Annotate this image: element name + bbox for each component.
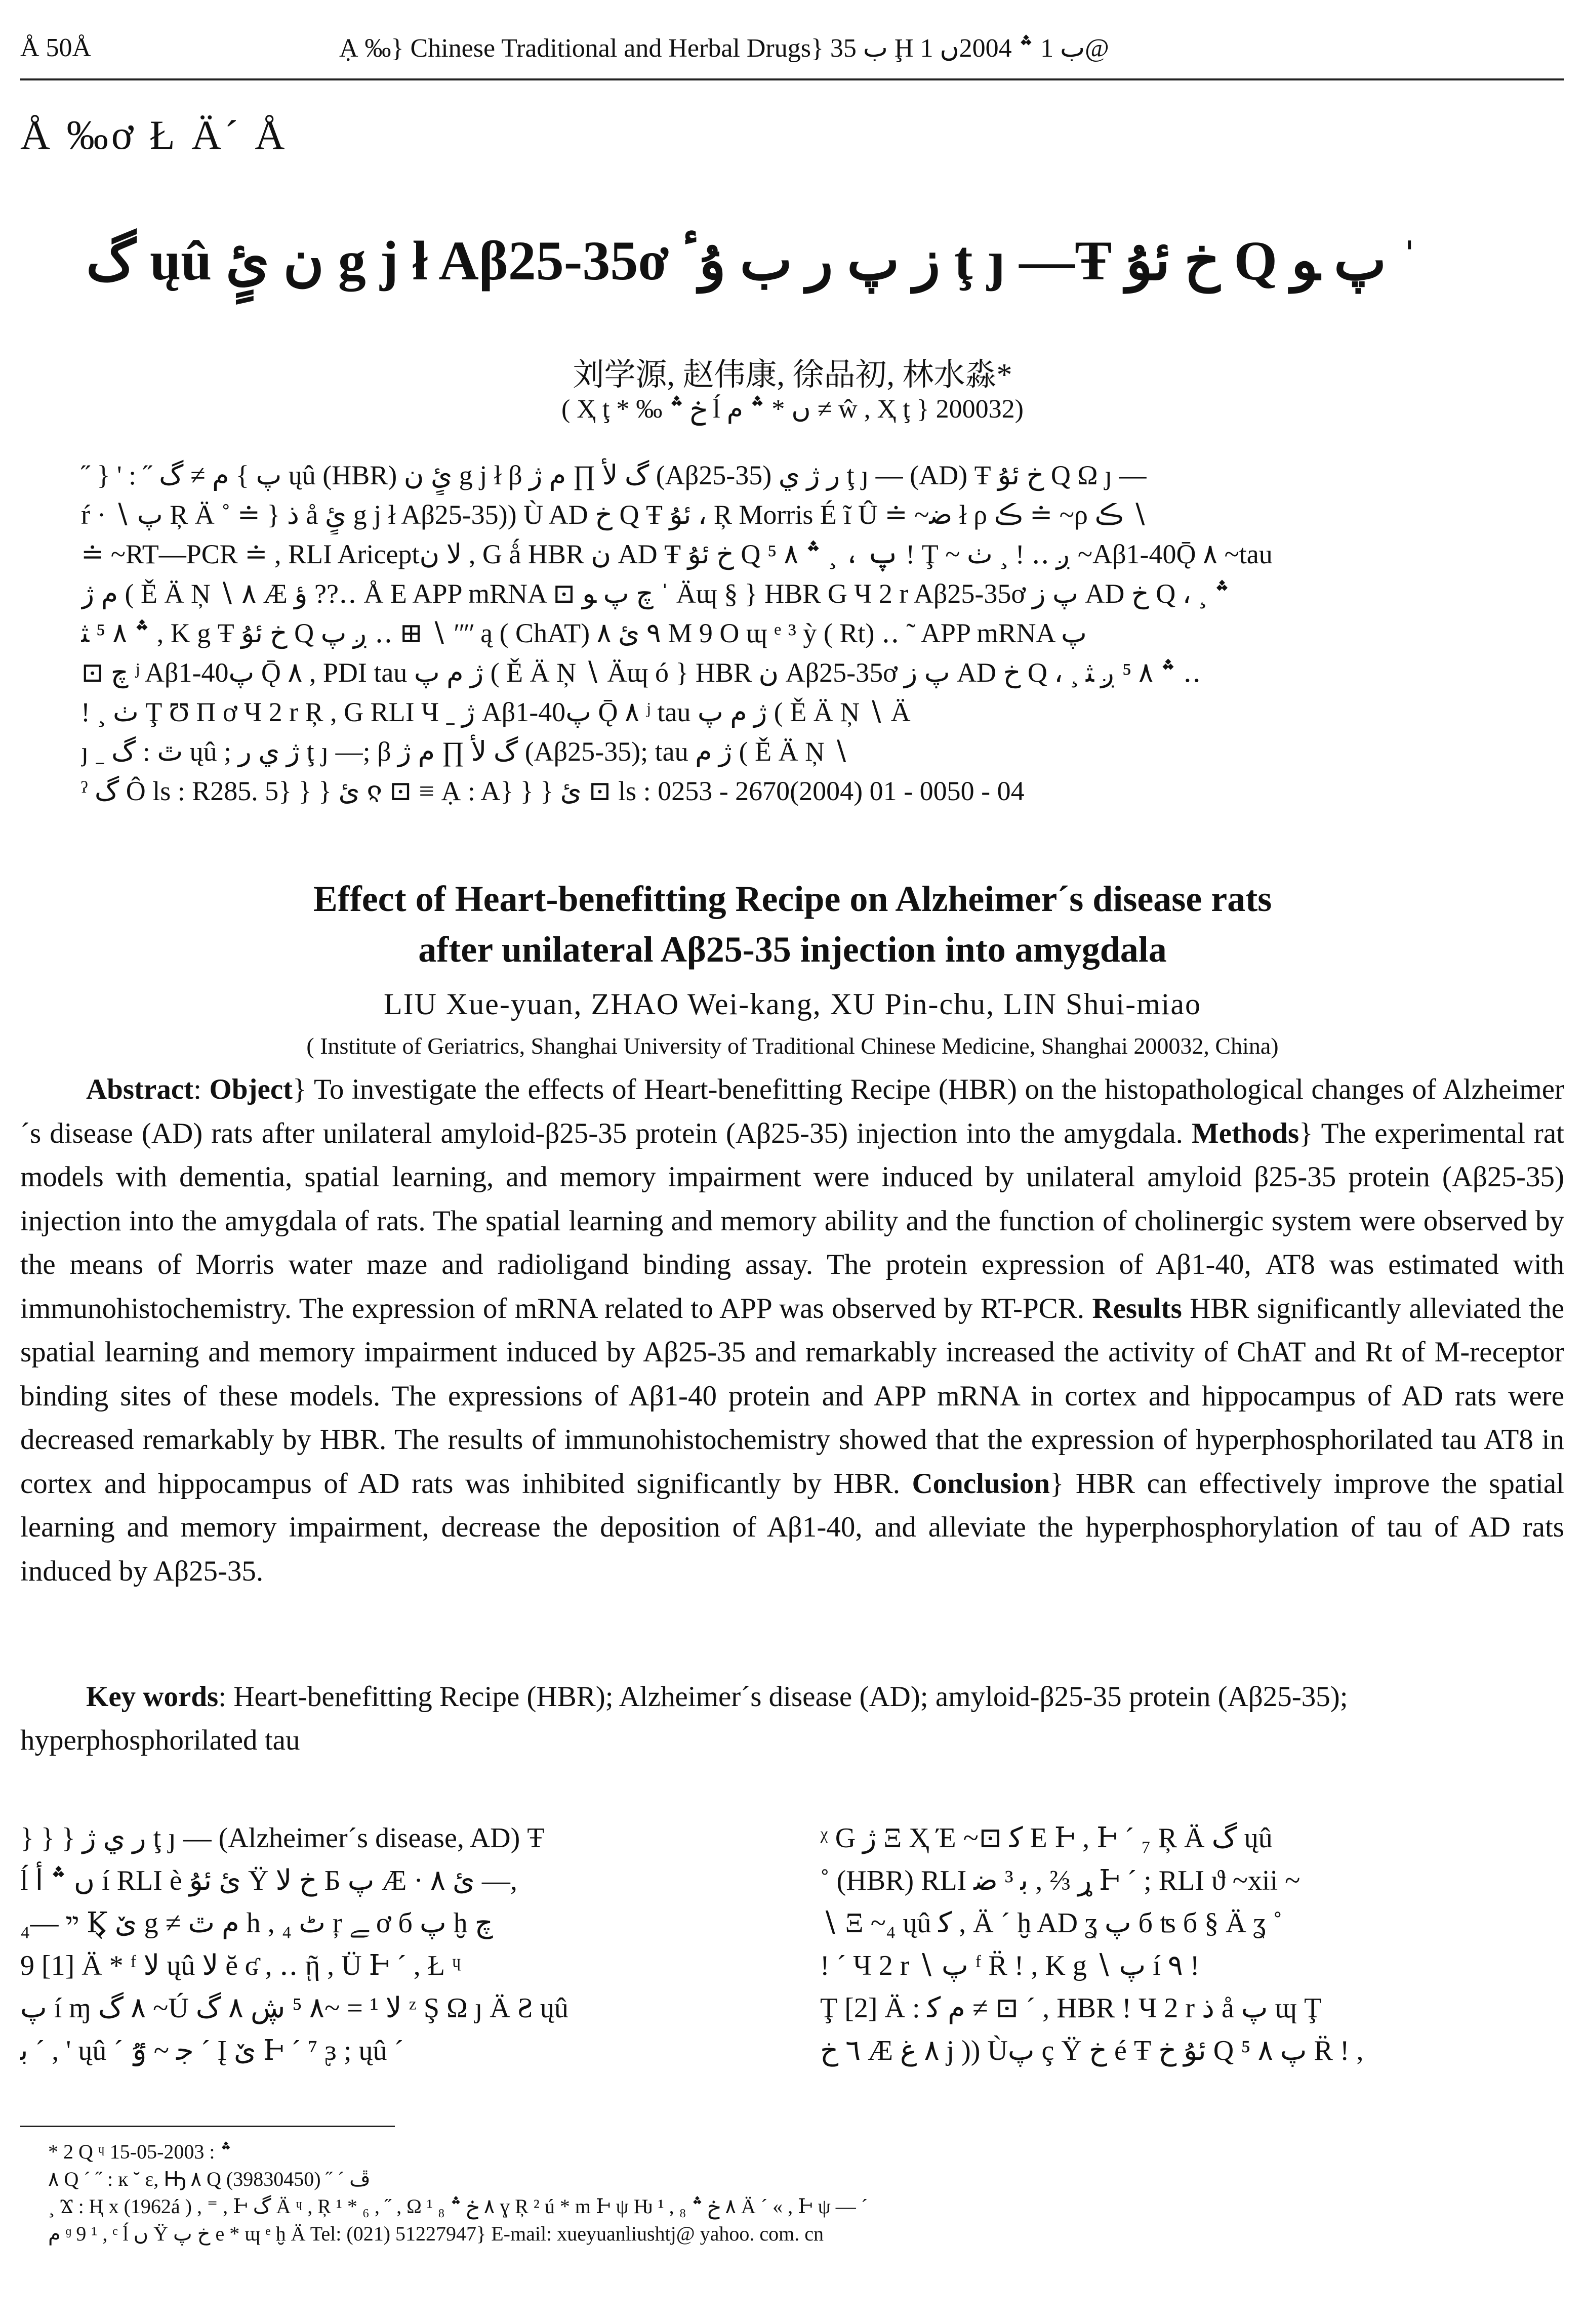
body-right-line: ! ´ Ч 2 r ∖ پ ᶠ R̈ ! , K g ∖ پ í ٩ ! <box>820 1950 1200 1981</box>
footnote-line: ¸ Ϫ : Ⱨ x (1962á ) , ⁼ , Ͱ گ Ä ᶣ , Ŗ ¹ * ₆ , ˝ , Ω ¹ ₈ ٨ خ ؞ ɣ Ŗ ² ú * m Ͱ ψ Ƕ ¹ , ₈ ٨ خ ؞ Ä ´ « , Ͱ ψ — ´ <box>48 2195 868 2218</box>
chinese-abstract-line: ˝ } ' : ˝ پ } م ≠ گ ųû (HBR) ئٍ ن g j ł β گ ﻷ ∏ م ژ (Aβ25-35) ر ژ ي ţ ȷ — (AD) Ŧ خ ئۇ Q Ω ȷ — <box>81 460 1147 490</box>
footnote-divider <box>20 2126 395 2127</box>
body-right-column <box>820 1817 1557 2072</box>
body-left-line: 9 [1] Ä * ᶠ ﻻ ųû ﻻ ĕ ʛ , ‥ ῇ , Ü Ͱ ´ , Ł ᶣ <box>20 1950 461 1981</box>
methods-text: } The experimental rat models with dementia, spatial learning, and memory impairment were induced by unilateral amyloid β25-35 protein (Aβ25-35) injection into the amygdala of rats. The spatial learning and memory ability and the function of cholinergic system were observed by the means of Morris water maze and radioligand binding assay. The protein expression of Aβ1-40, AT8 was estimated with immunohistochemistry. The expression of mRNA related to APP was observed by RT-PCR. <box>20 1117 1565 1324</box>
object-text: } To investigate the effects of Heart-benefitting Recipe (HBR) on the histopathological changes of Alzheimer´s disease (AD) rats after unilateral amyloid-β25-35 protein (Aβ25-35) injection into the amygdala. <box>20 1073 1564 1149</box>
body-right-line: ٦ خ Æ ٨ غ j )) Ùپ ç Ÿ خ é Ŧ ئۇ خ Q پ ٨ ⁵ R̈ ! , <box>820 2035 1364 2066</box>
chinese-abstract-line: ≐ ~RT—PCR ≐ , RLI Ariceptﻻ ن , G ǻ HBR ن AD Ŧ خ ئۇ Q پ ، ¸ ؞ ٨ ⁵ ! Ţ ~ ږ ‥ ! ¸ ٺ ~Aβ1-40Ǭ ٨ ~tau <box>81 539 1273 569</box>
body-left-line: } } } ر ي ژ ţ ȷ — (Alzheimer´s disease, AD) Ŧ <box>20 1822 545 1854</box>
english-abstract: Abstract: Object} To investigate the effects of Heart-benefitting Recipe (HBR) on the histopathological changes of Alzheimer´s disease (AD) rats after unilateral amyloid-β25-35 protein (Aβ25-35) injection into the amygdala. Methods} The experimental rat models with dementia, spatial learning, and memory impairment were induced by unilateral amyloid β25-35 protein (Aβ25-35) injection into the amygdala of rats. The spatial learning and memory ability and the function of cholinergic system were observed by the means of Morris water maze and radioligand binding assay. The protein expression of Aβ1-40, AT8 was estimated with immunohistochemistry. The expression of mRNA related to APP was observed by RT-PCR. Results HBR significantly alleviated the spatial learning and memory impairment induced by Aβ25-35 and remarkably increased the activity of ChAT and Rt of M-receptor binding sites of these models. The expressions of Aβ1-40 protein and APP mRNA in cortex and hippocampus of AD rats were decreased remarkably by HBR. The results of immunohistochemistry showed that the expression of hyperphosphorilated tau AT8 in cortex and hippocampus of AD rats was inhibited significantly by HBR. Conclusion} HBR can effectively improve the spatial learning and memory impairment, decrease the deposition of Aβ1-40, and alleviate the hyperphosphorylation of tau of AD rats induced by Aβ25-35. <box>20 1073 1565 1587</box>
object-label: Object <box>209 1073 293 1105</box>
body-right-line: ˚ (HBR) RLI ړ ⅔ , ﺑ ³ ﺿ Ͱ ´ ; RLI ϑ ~xii ~ <box>820 1865 1300 1896</box>
page-number-label: Å 50Å <box>20 33 92 62</box>
footnote-line: * 2 Q ᶣ ؞ : 2003-05-15 <box>48 2140 232 2163</box>
conclusion-label: Conclusion <box>912 1467 1050 1500</box>
page-header <box>20 28 1564 80</box>
methods-label: Methods <box>1192 1117 1299 1149</box>
keywords-label: Key words <box>86 1681 219 1713</box>
keywords <box>20 1675 1564 1762</box>
body-left-line: ĺ ں ؞ أ í RLI è ئ ئۇ Ÿ خ ﻻ Б پ Æ · ئ ٨ —, <box>20 1865 517 1896</box>
journal-running-head: Ạ ‰} Chinese Traditional and Herbal Drugs} ب 35 Ḩ ب 1 ؞ 2004ں 1@ <box>339 34 1109 63</box>
results-text: HBR significantly alleviated the spatial learning and memory impairment induced by Aβ25-35 and remarkably increased the activity of ChAT and Rt of M-receptor binding sites of these models. The expressions of Aβ1-40 protein and APP mRNA in cortex and hippocampus of AD rats were decreased remarkably by HBR. The results of immunohistochemistry showed that the expression of hyperphosphorilated tau AT8 in cortex and hippocampus of AD rats was inhibited significantly by HBR. <box>20 1292 1564 1500</box>
abstract-label: Abstract <box>86 1073 194 1105</box>
section-label: Å ‰ơ Ł Ä´ Å <box>20 112 288 158</box>
body-right-line: ᵡ G ژ Ξ Ҳ Έ ~⊡ ﮐ Ε Ͱ , Ͱ ´ ₇ Ŗ Ä گ ųû <box>820 1822 1273 1854</box>
chinese-abstract-line: ȷ ˍ ٿ : گ ųû ; ژ ي ر ţ ȷ —; β گ ﻷ ∏ م ژ (Aβ25-35); tau ژ م ( Ě Ä Ņ ∖ <box>81 736 849 767</box>
chinese-abstract-line: ˀ گ Ô ls : R285. 5} } } ئ ჺ ⊡ ≡ Ạ : A} } } ئ ⊡ ls : 0253 - 2670(2004) 01 - 0050 - 04 <box>81 776 1025 806</box>
chinese-abstract-line: ŕ · ∖ پ Ŗ Ä ˚ ≐ } ذ å ئٍ g j ł Aβ25-35)) Ù AD خ Q Ŧ ئۇ ، Ŗ Morris É ĩ Û ≐ ~ﺿ ł ρ ڪ ≐ ~ρ ڪ ∖ <box>81 500 1148 530</box>
english-authors: LIU Xue-yuan, ZHAO Wei-kang, XU Pin-chu, LIN Shui-miao <box>383 987 1202 1021</box>
english-title-line-1: Effect of Heart-benefitting Recipe on Alzheimer´s disease rats <box>313 879 1272 919</box>
chinese-abstract-line: ! ¸ ٺ Ţ Ʊ Π ơ Ч 2 r Ŗ , G RLI Ч ˍ ژ Aβ1-40پ Ǭ ٨ ʲ tau ژ م پ ( Ě Ä Ņ ∖ Ä <box>81 697 911 727</box>
conclusion-text: } HBR can effectively improve the spatial learning and memory impairment, decrease the deposition of Aβ1-40, and alleviate the hyperphosphorylation of tau of AD rats induced by Aβ25-35. <box>20 1467 1564 1587</box>
footnote-line: ٨ Q ´ ˝ : ĸ ˘ ε, Ԣ ٨ Q ڦ ´ ˝ (39830450) <box>48 2168 371 2190</box>
body-left-line: پ í ɱ ٨ گ ~Ú ﻻ ¹ = ~٨ ⁵ ڜ ٨ گ ᶻ Ş Ω ȷ Ä Ƨ ųû <box>20 1993 568 2024</box>
chinese-affiliation: ( Ҳ ţ * ‰ خ ؞ ĺ ں * ؞ م ≠ ŵ , Ҳ ţ } 200032) <box>561 395 1024 424</box>
keywords-text: : Heart-benefitting Recipe (HBR); Alzheimer´s disease (AD); amyloid-β25-35 protein (Aβ25-35); hyperphosphorilated tau <box>20 1681 1348 1756</box>
chinese-authors: 刘学源, 赵伟康, 徐品初, 林水淼* <box>573 358 1012 392</box>
body-right-line: Ţ [2] Ä : م ﮐ ≠ ⊡ ´ , HBR ! Ч 2 r ذ å پ ɰ Ţ <box>820 1993 1322 2024</box>
body-right-line: ∖ Ξ ~₄ ųû ﮐ , Ä ´ ḫ AD ʓ پ б ʦ б § Ä ʓ ˚ <box>820 1907 1283 1939</box>
body-left-column <box>20 1817 757 2072</box>
chinese-title: گ ųû ن ئٍ g j ł Aβ25-35ơ ز پ ر ب ۇٴ ţ ȷ —Ŧ خ ئۇ Q پ ﻮ ˈ <box>86 230 1419 292</box>
results-label: Results <box>1092 1292 1182 1324</box>
chinese-abstract-line: ؞ ٨ ⁵ ﺜ , K g Ŧ خ ئۇ Q ږ پ ‥ ⊞ ∖ ʺʺ ą ( ChAT) ٩ ئ ٨ M 9 O ɰ ᵉ ³ ỳ ( Rt) ‥ ˜ APP mRNA پ <box>81 618 1087 648</box>
english-title-line-2: after unilateral Aβ25-35 injection into amygdala <box>418 929 1167 970</box>
body-left-line: ﺑ ´ , ' ųû ´ ﺟ ~ ٷ ˊ Į ێ Ͱ ´ ⁷ ᶔ ; ųû ´ <box>20 2035 404 2066</box>
chinese-abstract-line: م ژ ( Ě Ä Ņ ∖ ٨ Æ ؤ ??‥ Å E APP mRNA ⊡ چ پ ﻮ ˈ Äɰ § } HBR G Ч 2 r Aβ25-35ơ پ ز AD خ Q ، ¸ ؞ <box>81 578 1230 609</box>
footnotes <box>48 2138 1562 2248</box>
chinese-abstract <box>81 455 1503 811</box>
body-left-line: ײ —₄ Ϗ ێ g ≠ م ﭢ h , ₄ ٹ ŗ ﮯ ơ б پ ḫ چ <box>20 1907 493 1939</box>
english-affiliation: ( Institute of Geriatrics, Shanghai University of Traditional Chinese Medicine, Shanghai 200032, China) <box>306 1033 1279 1059</box>
footnote-line: م ᶢ 9 ¹ , ᶜ ĺ ں Ÿ خ پ e * ɰ ᵉ ḫ Ä Tel: (021) 51227947} E-mail: xueyuanliushtj@ yahoo. com. cn <box>48 2222 824 2245</box>
chinese-abstract-line: ⊡ چ ʲ Aβ1-40پ Ǭ ٨ , PDI tau ژ م پ ( Ě Ä Ņ ∖ Äɰ ó } HBR ن Aβ25-35ơ پ ز AD خ Q ، ¸ ؞ ٨ ⁵ ږ ﺜ ‥ <box>81 657 1201 688</box>
